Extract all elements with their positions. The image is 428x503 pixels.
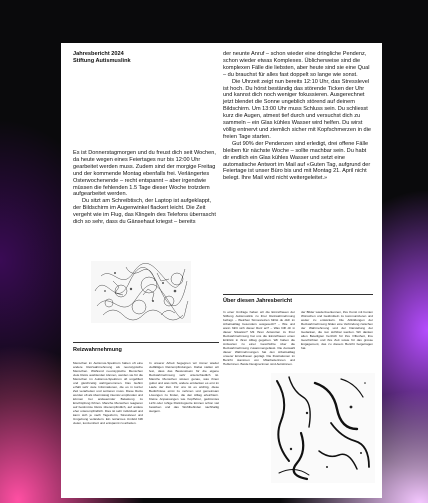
story-column-left xyxy=(73,150,219,226)
section-divider-reiz xyxy=(73,342,219,343)
story-paragraph-2: Du sitzt am Schreibtisch, der Laptop ist aufgeklappt, der Bildschirm im Augenwinkel flackert leicht. Die Zeit vergeht wie im Flug, das Klingeln des Telefons überrascht dich so sehr, dass du Gänsehaut kriegst – bereits xyxy=(73,198,216,226)
abstract-stroke-illustration xyxy=(271,373,375,483)
ueber-text-col-2: der Bilder wiederzuerkennen, ihre Kunst mit bunten Wünschen und Geldmitteln zu kommunizieren und weiter zu entwickeln. Die Abbildungen der Reizwahrnehmung bilden eine Verbindung zwischen der Wahrnehmung und der Darstellung der Gedanken, die nun sichtbar werden. Wir danken allen Beteiligten herzlich für ihre Offenheit, ihre Geschichten und ihre Zeit sowie für das grosse Engagement, das zu diesem Bericht beigetragen hat. xyxy=(301,310,373,350)
report-header xyxy=(73,51,131,65)
story-paragraph-5: Gut 90% der Pendenzen sind erledigt, drei offene Fälle bleiben für nächste Woche – sollte machbar sein. Du habt dir endlich ein Glas kühles Wasser und setzt eine automatische Antwort im Mail auf «Guten Tag, aufgrund der Feiertage ist unser Büro bis und mit Montag 21. April nicht belegt. Ihre Mail wird nicht weitergeleitet.» xyxy=(223,140,371,182)
doodle-illustration-svg xyxy=(91,261,191,323)
section-divider-ueber xyxy=(223,294,373,295)
story-paragraph-3: der neunte Anruf – schon wieder eine dringliche Pendenz, schon wieder etwas Komplexes. Üblicherweise sind die komplexen Fälle die liebsten, aber heute sind sie eine Qual – du brauchst für alles fast doppelt so lange wie sonst. xyxy=(223,51,370,78)
reiz-text-col-1: Menschen im Autismus-Spektrum haben oft eine andere Reizwahrnehmung als neurotypische Menschen. Während neurotypische Menschen viele Reize ausblenden können, werden sie für die Menschen im Autismus-Spektrum oft ungefiltert und gleichzeitig wahrgenommen. Das Gehirn erhält sehr viele Informationen, die es in kurzer Zeit verarbeiten und sortieren muss. Diese Reize werden oft als übermässig intensiv empfunden und können bei andauernder Belastung zu Erschöpfung führen. Manche Menschen reagieren auf bestimmte Reize überempfindlich, auf andere eher unterempfindlich. Dies ist sehr individuell und kann sich je nach Tagesform, Stresslevel und Umgebung verändern. Ein reizarmes Umfeld hilft vielen, konzentriert und entspannt zu arbeiten. xyxy=(73,361,143,425)
story-column-right xyxy=(223,51,373,182)
section-title-ueber: Über diesen Jahresbericht xyxy=(223,298,293,304)
doodle-illustration xyxy=(91,261,191,323)
story-paragraph-4: Die Uhrzeit zeigt nun bereits 12:10 Uhr, das Stresslevel ist hoch. Du hörst beständig das störende Ticken der Uhr und kannst dich noch weniger fokussieren. Ausgerechnet jetzt blendet die Sonne ungeblich störend auf deinem Bildschirm. Um 13:00 Uhr muss Schluss sein. Du schliesst kurz die Augen, atmest tief durch und versuchst dich zu sammeln – ein Glas kühles Wasser wird helfen. Du wirst völlig entnervt und ziemlich sicher mit Kopfschmerzen in die freien Tage starten. xyxy=(223,78,371,140)
organization-name: Stiftung Autismuslink xyxy=(73,58,131,64)
abstract-stroke-svg xyxy=(271,373,375,483)
section-title-reiz: Reizwahrnehmung xyxy=(73,347,122,353)
report-page xyxy=(61,43,382,498)
story-paragraph-1: Es ist Donnerstagmorgen und du freust dich seit Wochen, da heute wegen eines Feiertages nur bis 12:00 Uhr gearbeitet werden muss. Zudem sind der morgige Freitag und der kommende Montag ebenfalls frei. Verlängertes Osterwochenende – recht entspannt – aber irgendwie müssen die fehlenden 1.5 Tage dieser Woche trotzdem aufgearbeitet werden. xyxy=(73,150,216,198)
report-year-title: Jahresbericht 2024 xyxy=(73,51,124,57)
ueber-text-col-1: In einer Umfrage haben wir die Einzelfrauen der Stiftung Autismuslink zu ihrer Reizwahrnehmung befragt. – Welchen Sinnesreizen fühlst du dich im Arbeitsalltag besonders ausgesetzt? – Wie und wann fühlt sich dieser Reiz an? – Was hilft dir in dieser Situation? Mit Ihren Antworten zu Ihrer Reizwahrnehmung hat uns die Einzelfrauen einen Einblick in ihren Alltag gegeben. Wir haben die Antworten zu einer Geschichte über die Reizwahrnehmung zusammengefasst. Die Auswahl dieser Wahrnehmungen hat den Arbeitsalltag unserer Einzelfrauen geprägt. Die Illustrationen im Bericht stammen von Mitarbeiterinnen und Helferinnen. Beide Designerinnen sind Autistinnen. xyxy=(223,310,295,366)
reiz-text-col-2: In unserer Arbeit begegnen wir immer wieder vielfältigen Reizempfindungen. Dabei stellen wir fest, dass das Bewusstsein für die eigene Reizwahrnehmung sehr unterschiedlich ist. Manche Menschen wissen genau, was ihnen guttut und was nicht, andere entdecken es erst im Laufe der Zeit. Für uns ist es wichtig, diese Bedürfnisse ernst zu nehmen und gemeinsam Lösungen zu finden, die den Alltag erleichtern. Kleine Anpassungen wie Kopfhörer, gedimmtes Licht oder ruhige Rückzugsorte können schon viel bewirken und das Wohlbefinden nachhaltig steigern. xyxy=(149,361,219,413)
